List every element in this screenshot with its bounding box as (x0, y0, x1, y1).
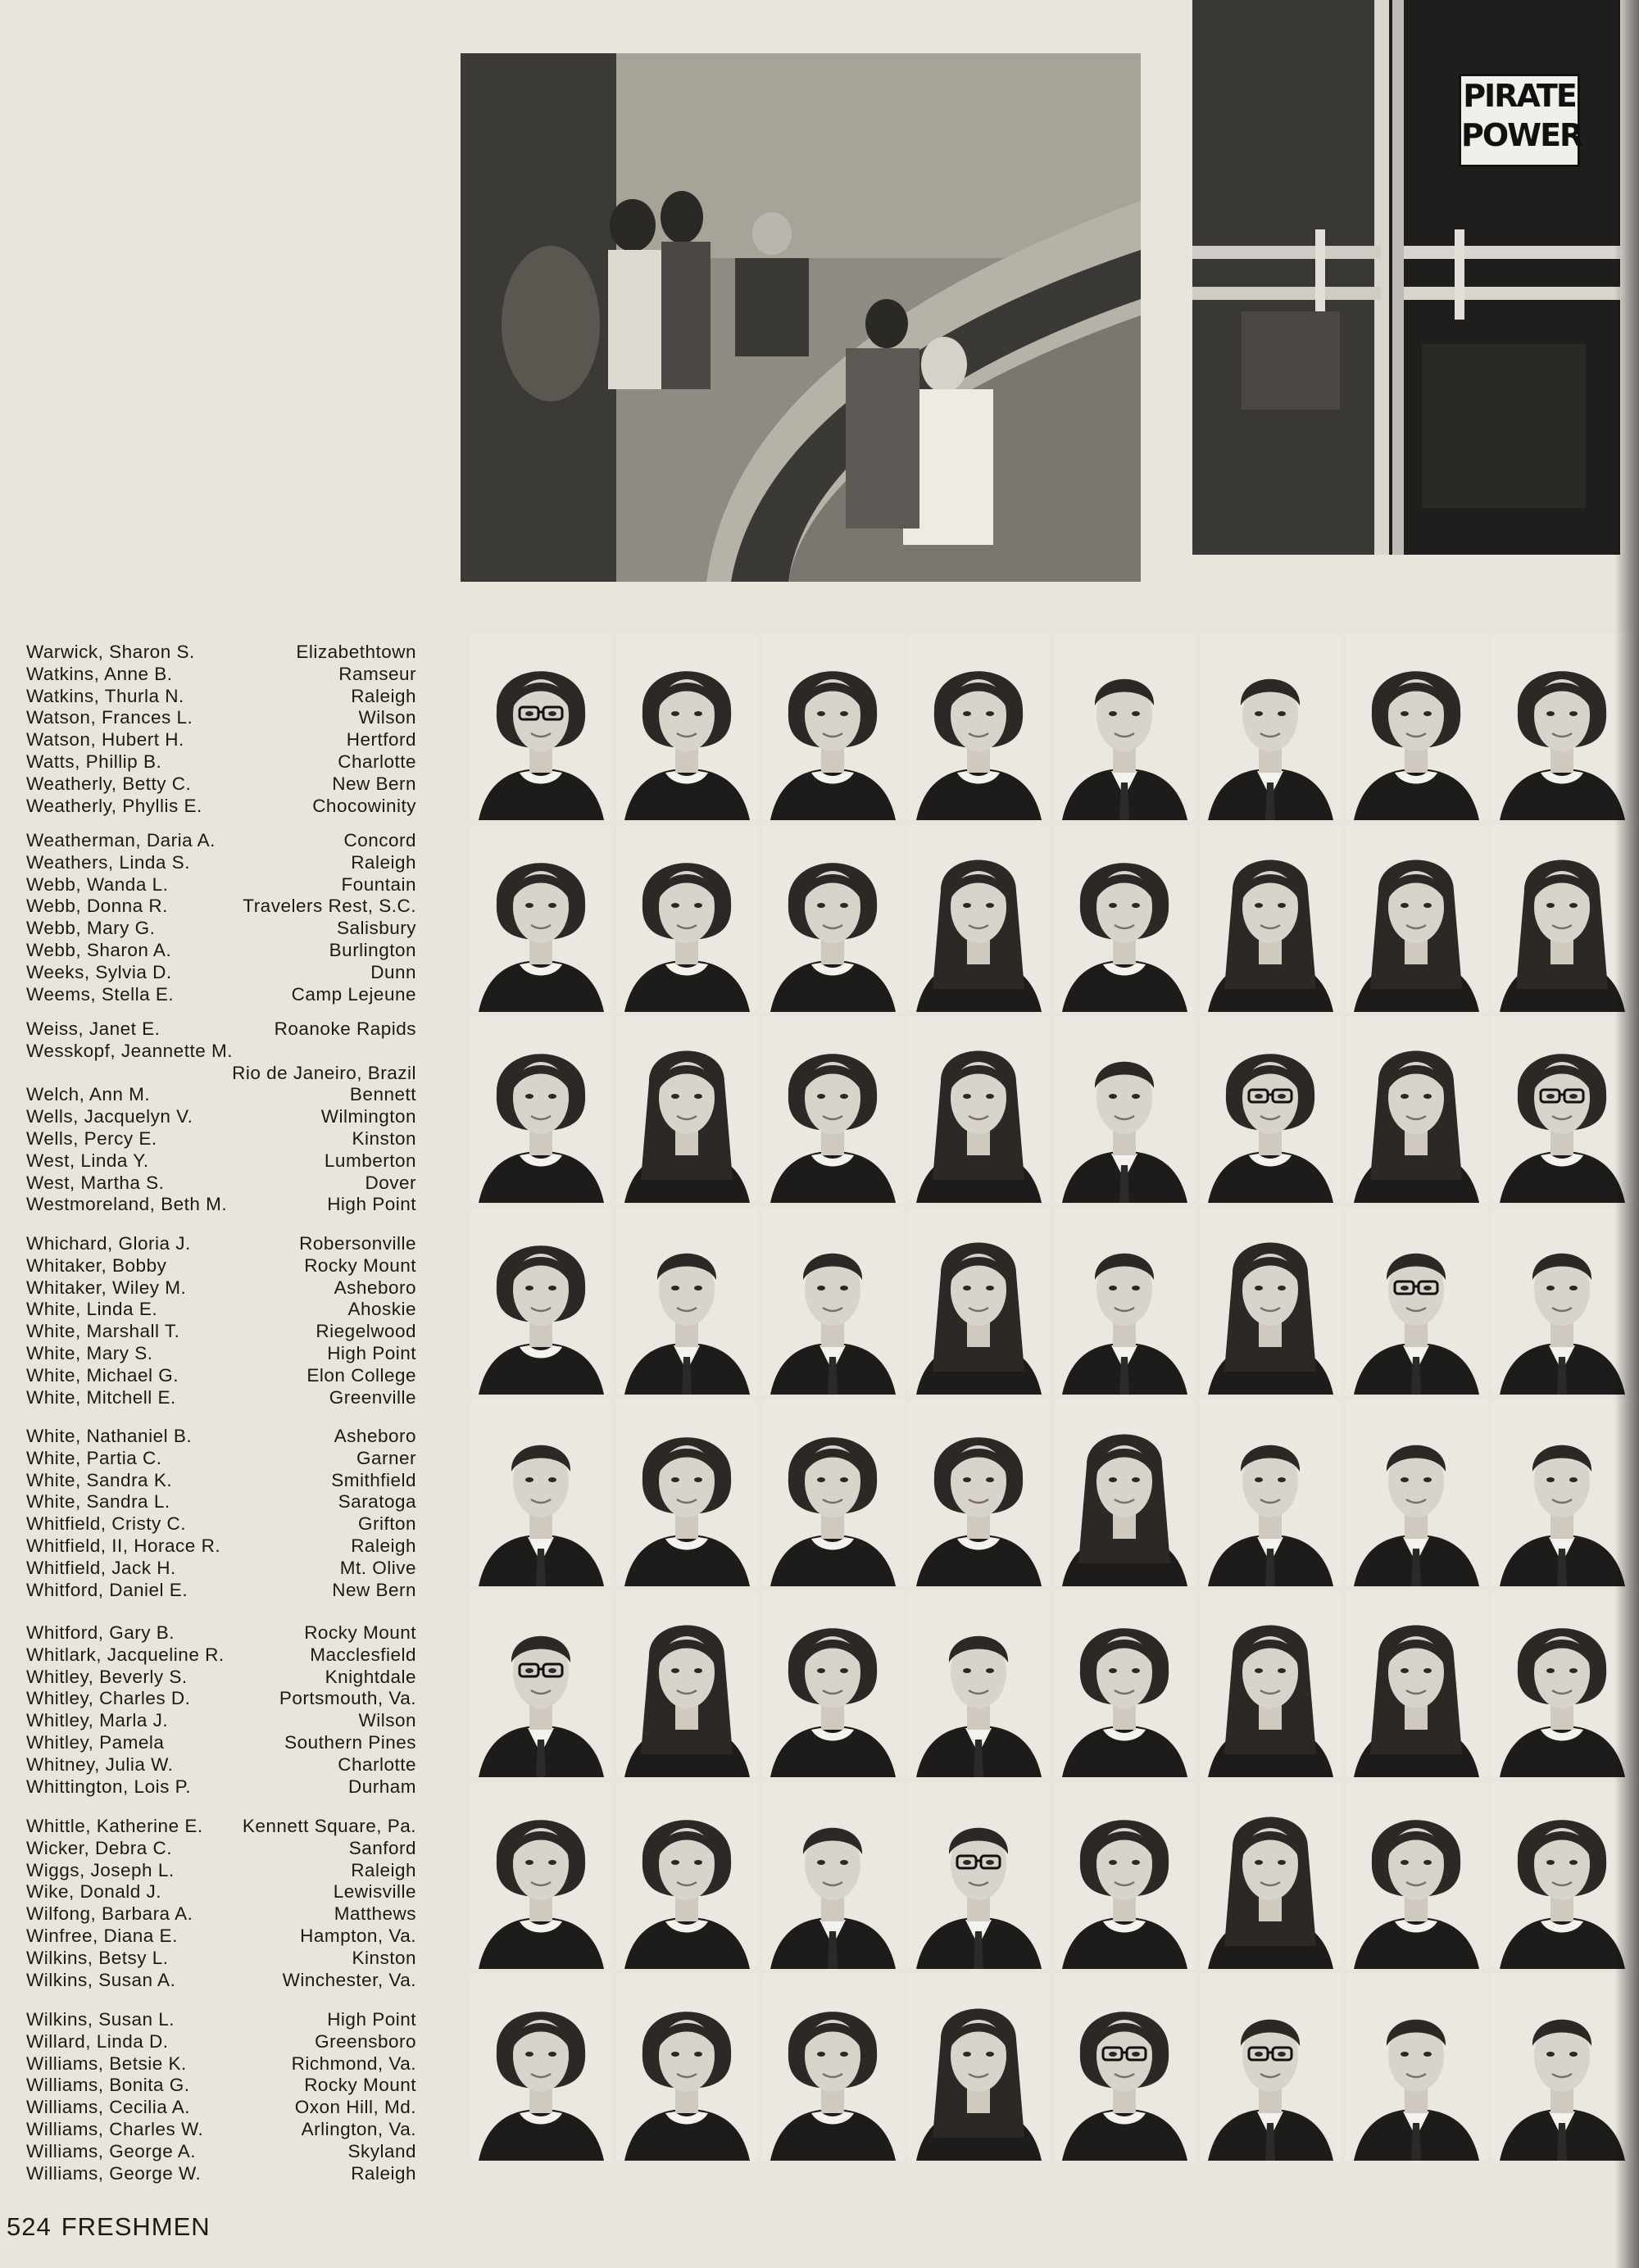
name-row (26, 1426, 416, 1448)
name-row (26, 751, 416, 773)
student-portrait (470, 1782, 612, 1969)
student-name: Weiss, Janet E. (26, 1018, 161, 1039)
student-name: Webb, Donna R. (26, 896, 168, 917)
student-portrait (908, 1208, 1050, 1395)
student-hometown: Hampton, Va. (300, 1925, 416, 1946)
student-portrait (616, 1590, 758, 1777)
student-portrait (762, 1016, 904, 1203)
student-name: Wilfong, Barbara A. (26, 1903, 193, 1925)
name-row (26, 1150, 416, 1173)
name-row (26, 1754, 416, 1776)
student-name: West, Martha S. (26, 1172, 165, 1193)
name-row (26, 1491, 416, 1513)
student-portrait (470, 1974, 612, 2161)
student-hometown: Saratoga (338, 1491, 416, 1513)
name-row (26, 896, 416, 918)
student-portrait (616, 825, 758, 1012)
name-row (26, 918, 416, 940)
student-hometown: Kinston (352, 1947, 416, 1968)
portrait-grid (470, 633, 1627, 2184)
student-name: Weatherman, Daria A. (26, 830, 216, 850)
student-hometown: Greenville (329, 1386, 416, 1408)
student-portrait (762, 1590, 904, 1777)
name-group (26, 2009, 416, 2184)
student-name: Watkins, Anne B. (26, 663, 173, 684)
student-hometown: Kinston (352, 1127, 416, 1149)
student-hometown: Richmond, Va. (291, 2053, 416, 2074)
student-hometown: Grifton (357, 1513, 416, 1535)
student-name: Williams, George A. (26, 2140, 197, 2161)
student-portrait (1200, 1399, 1342, 1586)
name-row (26, 2009, 416, 2031)
student-name: White, Michael G. (26, 1364, 179, 1386)
name-row (26, 2141, 416, 2163)
name-row (26, 1513, 416, 1535)
name-row (26, 1343, 416, 1365)
page-number: 524 (7, 2212, 52, 2241)
student-hometown: Lumberton (324, 1150, 416, 1171)
name-row (26, 1881, 416, 1903)
name-row (26, 1926, 416, 1948)
student-name: Whitley, Charles D. (26, 1688, 191, 1709)
student-hometown: Travelers Rest, S.C. (243, 896, 416, 917)
student-portrait (1054, 1208, 1196, 1395)
student-name: Whitford, Gary B. (26, 1622, 175, 1643)
student-name: Wiggs, Joseph L. (26, 1859, 175, 1880)
student-portrait (470, 633, 612, 820)
student-name: White, Linda E. (26, 1299, 158, 1320)
student-portrait (1346, 825, 1487, 1012)
name-row (26, 962, 416, 984)
student-hometown: Roanoke Rapids (274, 1018, 416, 1039)
name-row (26, 1063, 416, 1085)
student-portrait (1346, 1590, 1487, 1777)
student-portrait (616, 1974, 758, 2161)
student-name: Westmoreland, Beth M. (26, 1194, 228, 1215)
student-name: Warwick, Sharon S. (26, 642, 195, 662)
student-portrait (1054, 1782, 1196, 1969)
name-row (26, 852, 416, 874)
name-group (26, 1233, 416, 1408)
name-row (26, 1816, 416, 1838)
student-hometown: Elon College (306, 1364, 416, 1386)
student-hometown: Rio de Janeiro, Brazil (232, 1062, 416, 1083)
student-hometown: Ramseur (338, 663, 416, 684)
student-hometown: Asheboro (334, 1426, 416, 1446)
student-portrait (1054, 1016, 1196, 1203)
name-row (26, 2031, 416, 2053)
student-name: Wilkins, Susan A. (26, 1969, 176, 1990)
student-portrait (762, 1208, 904, 1395)
student-name: Wicker, Debra C. (26, 1837, 173, 1858)
name-group (26, 830, 416, 1005)
name-row (26, 1018, 416, 1041)
name-row (26, 707, 416, 729)
student-name: Weathers, Linda S. (26, 851, 190, 873)
name-row (26, 796, 416, 818)
name-row (26, 1299, 416, 1321)
student-name: Winfree, Diana E. (26, 1925, 178, 1946)
name-row (26, 686, 416, 708)
student-name: Weatherly, Betty C. (26, 773, 192, 794)
student-hometown: Matthews (334, 1903, 416, 1925)
student-hometown: Winchester, Va. (282, 1969, 416, 1990)
student-hometown: High Point (327, 1194, 416, 1215)
student-portrait (1491, 1208, 1633, 1395)
student-name: Wilkins, Betsy L. (26, 1947, 169, 1968)
student-hometown: Sanford (348, 1837, 416, 1858)
student-hometown: Charlotte (338, 1753, 416, 1775)
student-name: Watkins, Thurla N. (26, 685, 184, 706)
name-row (26, 1470, 416, 1492)
student-name: White, Partia C. (26, 1447, 162, 1468)
student-portrait (1054, 633, 1196, 820)
student-hometown: Garner (356, 1447, 416, 1468)
student-name: Whitaker, Wiley M. (26, 1277, 187, 1298)
student-portrait (1200, 1590, 1342, 1777)
student-name: Whitney, Julia W. (26, 1753, 174, 1775)
name-row (26, 1667, 416, 1689)
student-portrait (1491, 1590, 1633, 1777)
student-portrait (1054, 1590, 1196, 1777)
student-portrait (1491, 1974, 1633, 2161)
student-name: White, Mitchell E. (26, 1386, 176, 1408)
name-row (26, 2097, 416, 2119)
student-name: Webb, Mary G. (26, 918, 156, 939)
student-portrait (1054, 1974, 1196, 2161)
student-name: Weeks, Sylvia D. (26, 961, 172, 982)
student-name: Weatherly, Phyllis E. (26, 795, 202, 816)
student-hometown: Wilson (358, 707, 416, 728)
student-portrait (616, 1782, 758, 1969)
student-portrait (470, 1016, 612, 1203)
sign-line-1: PIRATE (1463, 78, 1576, 114)
pirate-power-sign (1459, 74, 1580, 167)
student-hometown: Charlotte (338, 751, 416, 772)
student-portrait (1054, 1399, 1196, 1586)
student-portrait (908, 1974, 1050, 2161)
student-hometown: Rocky Mount (304, 1254, 416, 1276)
name-row (26, 1732, 416, 1754)
name-row (26, 1776, 416, 1799)
student-hometown: Rocky Mount (304, 2075, 416, 2096)
student-hometown: Fountain (341, 873, 416, 895)
student-name: Whitlark, Jacqueline R. (26, 1644, 225, 1665)
student-hometown: Durham (347, 1776, 416, 1797)
name-row (26, 1277, 416, 1300)
name-row (26, 1688, 416, 1710)
student-portrait (470, 825, 612, 1012)
student-name: Watts, Phillip B. (26, 751, 162, 772)
student-hometown: Asheboro (334, 1277, 416, 1298)
student-name: Wike, Donald J. (26, 1881, 162, 1903)
student-name: Whitfield, II, Horace R. (26, 1535, 221, 1556)
student-portrait (1200, 633, 1342, 820)
name-row (26, 729, 416, 751)
binding-shadow (1614, 0, 1639, 2268)
name-row (26, 1558, 416, 1580)
student-hometown: High Point (327, 2009, 416, 2030)
name-row (26, 1387, 416, 1409)
student-name: Wells, Percy E. (26, 1127, 157, 1149)
name-group (26, 642, 416, 817)
student-name: White, Sandra K. (26, 1469, 173, 1490)
student-portrait (762, 633, 904, 820)
student-name: Webb, Wanda L. (26, 873, 169, 895)
student-name: Whitley, Marla J. (26, 1710, 169, 1731)
student-hometown: Robersonville (299, 1233, 416, 1254)
student-hometown: Rocky Mount (304, 1622, 416, 1643)
student-portrait (762, 825, 904, 1012)
name-row (26, 874, 416, 896)
student-portrait (470, 1399, 612, 1586)
name-row (26, 2163, 416, 2185)
student-name: Williams, Charles W. (26, 2118, 204, 2139)
name-row (26, 2075, 416, 2097)
student-portrait (1200, 1974, 1342, 2161)
name-row (26, 1041, 416, 1063)
name-row (26, 2053, 416, 2075)
name-row (26, 1321, 416, 1343)
student-hometown: Riegelwood (316, 1321, 416, 1342)
name-row (26, 1255, 416, 1277)
student-portrait (470, 1208, 612, 1395)
student-hometown: Southern Pines (284, 1731, 416, 1753)
student-portrait (1491, 1016, 1633, 1203)
student-name: Whitfield, Cristy C. (26, 1513, 187, 1535)
student-portrait (1491, 1399, 1633, 1586)
student-name: Wilkins, Susan L. (26, 2009, 175, 2030)
student-hometown: Salisbury (336, 918, 416, 939)
student-hometown: Dunn (370, 961, 416, 982)
student-hometown: Raleigh (351, 1859, 416, 1880)
student-portrait (908, 1399, 1050, 1586)
student-hometown: Raleigh (351, 851, 416, 873)
student-portrait (1054, 825, 1196, 1012)
student-name: Whitaker, Bobby (26, 1254, 167, 1276)
student-name: Williams, Bonita G. (26, 2075, 190, 2096)
student-hometown: Raleigh (351, 2162, 416, 2184)
student-portrait (1346, 1208, 1487, 1395)
student-portrait (616, 1208, 758, 1395)
name-row (26, 1644, 416, 1667)
student-name: Webb, Sharon A. (26, 939, 172, 960)
student-hometown: New Bern (332, 773, 416, 794)
sign-line-2: POWER (1461, 117, 1582, 153)
student-portrait (1200, 825, 1342, 1012)
name-group (26, 1622, 416, 1798)
section-title: FRESHMEN (61, 2212, 211, 2241)
student-hometown: Oxon Hill, Md. (294, 2097, 416, 2118)
name-row (26, 1128, 416, 1150)
student-portrait (616, 1399, 758, 1586)
student-name: Watson, Hubert H. (26, 729, 184, 751)
student-name: Welch, Ann M. (26, 1084, 151, 1105)
student-portrait (762, 1782, 904, 1969)
name-row (26, 1948, 416, 1970)
campus-photo (461, 53, 1141, 582)
student-hometown: Bennett (349, 1084, 416, 1105)
student-portrait (908, 633, 1050, 820)
name-row (26, 1535, 416, 1558)
name-row (26, 1580, 416, 1602)
name-row (26, 1838, 416, 1860)
student-hometown: Burlington (329, 939, 416, 960)
name-row (26, 642, 416, 664)
student-portrait (616, 633, 758, 820)
name-row (26, 1084, 416, 1106)
student-hometown: Smithfield (331, 1469, 416, 1490)
name-row (26, 1710, 416, 1732)
name-row (26, 1903, 416, 1926)
name-row (26, 984, 416, 1006)
student-hometown: Skyland (347, 2140, 416, 2161)
student-portrait (1200, 1782, 1342, 1969)
student-hometown: Hertford (346, 729, 416, 751)
door-photo (1192, 0, 1620, 555)
student-portrait (908, 1590, 1050, 1777)
student-hometown: Camp Lejeune (291, 983, 416, 1005)
student-hometown: Macclesfield (310, 1644, 416, 1665)
name-row (26, 1448, 416, 1470)
student-name: Wesskopf, Jeannette M. (26, 1040, 233, 1061)
student-hometown: Chocowinity (312, 795, 416, 816)
student-name: Whitford, Daniel E. (26, 1579, 188, 1600)
name-row (26, 1106, 416, 1128)
student-portrait (1200, 1208, 1342, 1395)
student-hometown: Wilmington (320, 1106, 416, 1127)
name-row (26, 1173, 416, 1195)
student-name: White, Mary S. (26, 1342, 153, 1363)
name-row (26, 2119, 416, 2141)
student-portrait (1346, 633, 1487, 820)
student-portrait (1346, 1399, 1487, 1586)
student-portrait (1346, 1974, 1487, 2161)
name-row (26, 1233, 416, 1255)
name-row (26, 773, 416, 796)
student-name: Whitley, Beverly S. (26, 1666, 188, 1687)
student-name: Whittington, Lois P. (26, 1776, 191, 1797)
name-row (26, 1860, 416, 1882)
student-name: Watson, Frances L. (26, 707, 193, 728)
student-portrait (908, 1782, 1050, 1969)
student-portrait (908, 1016, 1050, 1203)
student-name: Williams, Betsie K. (26, 2053, 187, 2074)
student-portrait (1491, 633, 1633, 820)
student-portrait (762, 1974, 904, 2161)
student-name: Willard, Linda D. (26, 2030, 169, 2052)
student-portrait (762, 1399, 904, 1586)
student-name: White, Marshall T. (26, 1321, 180, 1342)
name-group (26, 1426, 416, 1601)
student-portrait (1491, 825, 1633, 1012)
student-portrait (1491, 1782, 1633, 1969)
student-hometown: Portsmouth, Va. (279, 1688, 416, 1709)
student-name: West, Linda Y. (26, 1150, 149, 1171)
student-name: Williams, George W. (26, 2162, 202, 2184)
student-hometown: New Bern (332, 1579, 416, 1600)
name-row (26, 1622, 416, 1644)
name-group (26, 1816, 416, 1991)
student-hometown: Knightdale (325, 1666, 416, 1687)
student-name: Whittle, Katherine E. (26, 1816, 203, 1836)
student-name: Williams, Cecilia A. (26, 2097, 191, 2118)
student-hometown: Dover (365, 1172, 416, 1193)
student-portrait (1346, 1782, 1487, 1969)
student-name: Whitfield, Jack H. (26, 1557, 176, 1578)
student-portrait (1200, 1016, 1342, 1203)
name-row (26, 940, 416, 962)
student-name: Whichard, Gloria J. (26, 1233, 191, 1254)
student-portrait (616, 1016, 758, 1203)
student-name: White, Sandra L. (26, 1491, 170, 1513)
name-row (26, 1194, 416, 1216)
student-hometown: Wilson (358, 1710, 416, 1731)
name-group (26, 1018, 416, 1216)
name-row (26, 1365, 416, 1387)
student-hometown: High Point (327, 1342, 416, 1363)
student-hometown: Greensboro (315, 2030, 416, 2052)
student-name: Whitley, Pamela (26, 1731, 165, 1753)
name-row (26, 1970, 416, 1992)
student-hometown: Ahoskie (347, 1299, 416, 1320)
student-portrait (908, 825, 1050, 1012)
student-hometown: Arlington, Va. (301, 2118, 416, 2139)
student-name: Wells, Jacquelyn V. (26, 1106, 193, 1127)
student-hometown: Concord (343, 830, 416, 850)
name-row (26, 830, 416, 852)
student-hometown: Kennett Square, Pa. (242, 1816, 416, 1836)
student-portrait (1346, 1016, 1487, 1203)
student-hometown: Elizabethtown (296, 642, 416, 662)
student-hometown: Mt. Olive (339, 1557, 416, 1578)
name-row (26, 664, 416, 686)
student-hometown: Raleigh (351, 685, 416, 706)
student-name: White, Nathaniel B. (26, 1426, 193, 1446)
student-hometown: Raleigh (351, 1535, 416, 1556)
page-footer (7, 2212, 211, 2242)
student-name: Weems, Stella E. (26, 983, 175, 1005)
student-hometown: Lewisville (333, 1881, 416, 1903)
student-portrait (470, 1590, 612, 1777)
